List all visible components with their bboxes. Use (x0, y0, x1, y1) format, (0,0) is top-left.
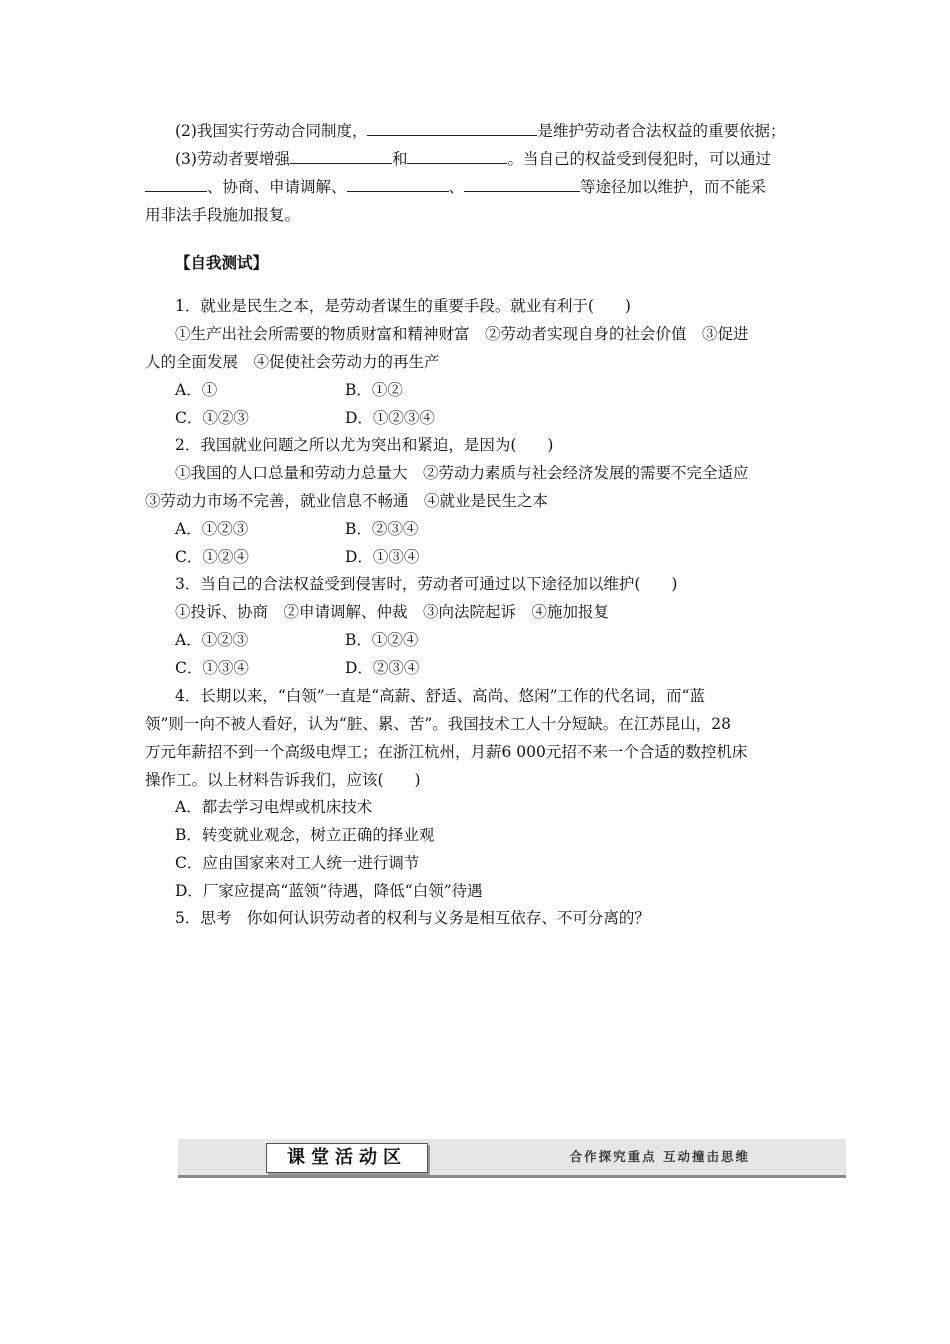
q1-options-row1 (175, 376, 575, 404)
fill-item-3-line2 (145, 173, 810, 201)
fill-item-2-text-end: 是维护劳动者合法权益的重要依据； (537, 122, 786, 140)
q3-option-c[interactable]: C．①③④ (175, 659, 249, 677)
q3-option-b[interactable]: B．①②④ (345, 631, 419, 649)
fill-item-2-text: (2)我国实行劳动合同制度， (175, 122, 368, 140)
fill-item-2 (175, 117, 840, 145)
fill-item-3-text: (3)劳动者要增强 (175, 150, 290, 168)
fill-item-3-text-mid: 、协商、申请调解、 (207, 178, 347, 196)
q2-option-a[interactable]: A．①②③ (175, 520, 249, 538)
q4-stem-cont2: 万元年薪招不到一个高级电焊工；在浙江杭州，月薪6 000元招不来一个合适的数控机床 (145, 743, 748, 761)
q4-option-b[interactable]: B．转变就业观念，树立正确的择业观 (175, 826, 435, 844)
q2-stem: 2．我国就业问题之所以尤为突出和紧迫，是因为( ) (175, 436, 554, 454)
q1-statements: ①生产出社会所需要的物质财富和精神财富 ②劳动者实现自身的社会价值 ③促进 (175, 325, 749, 343)
self-test-heading: 【自我测试】 (175, 253, 269, 272)
q2-options-row1 (175, 515, 575, 543)
q1-options-row2 (175, 404, 575, 432)
q4-stem: 4．长期以来，“白领”一直是“高薪、舒适、高尚、悠闲”工作的代名词，而“蓝 (175, 687, 705, 705)
q5-question: 5．思考 你如何认识劳动者的权利与义务是相互依存、不可分离的？ (175, 909, 650, 927)
banner-slogan: 合作探究重点 互动撞击思维 (569, 1149, 750, 1164)
answer-blank[interactable] (145, 174, 207, 192)
q3-options-row2 (175, 654, 575, 682)
fill-item-3-sep: 、 (448, 178, 465, 196)
q4-stem-cont1: 领”则一向不被人看好，认为“脏、累、苦”。我国技术工人十分短缺。在江苏昆山，28 (145, 715, 731, 733)
answer-blank[interactable] (290, 146, 392, 164)
q2-statements-cont: ③劳动力市场不完善，就业信息不畅通 ④就业是民生之本 (145, 492, 549, 510)
q4-stem-cont3: 操作工。以上材料告诉我们，应该( ) (145, 771, 421, 789)
answer-blank[interactable] (464, 174, 580, 192)
answer-blank[interactable] (347, 174, 449, 192)
banner-title: 课堂活动区 (266, 1143, 428, 1173)
q4-option-c[interactable]: C．应由国家来对工人统一进行调节 (175, 854, 420, 872)
q4-option-a[interactable]: A．都去学习电焊或机床技术 (175, 798, 373, 816)
q3-statements: ①投诉、协商 ②申请调解、仲裁 ③向法院起诉 ④施加报复 (175, 603, 610, 621)
q1-option-b[interactable]: B．①② (345, 381, 403, 399)
q1-option-a[interactable]: A．① (175, 381, 218, 399)
q2-option-b[interactable]: B．②③④ (345, 520, 419, 538)
q3-stem: 3．当自己的合法权益受到侵害时，劳动者可通过以下途径加以维护( ) (175, 575, 678, 593)
fill-item-3-text-tail: 等途径加以维护，而不能采 (580, 178, 767, 196)
fill-item-3 (175, 145, 840, 173)
q3-options-row1 (175, 626, 575, 654)
q2-option-d[interactable]: D．①③④ (345, 548, 420, 566)
q2-options-row2 (175, 543, 575, 571)
q2-option-c[interactable]: C．①②④ (175, 548, 249, 566)
q1-stem: 1．就业是民生之本，是劳动者谋生的重要手段。就业有利于( ) (175, 297, 631, 315)
answer-blank[interactable] (407, 146, 507, 164)
q1-option-d[interactable]: D．①②③④ (345, 409, 435, 427)
q3-option-a[interactable]: A．①②③ (175, 631, 249, 649)
section-banner (178, 1139, 846, 1178)
q2-statements: ①我国的人口总量和劳动力总量大 ②劳动力素质与社会经济发展的需要不完全适应 (175, 464, 749, 482)
fill-item-3-line3: 用非法手段施加报复。 (145, 206, 301, 224)
q3-option-d[interactable]: D．②③④ (345, 659, 420, 677)
q1-statements-cont: 人的全面发展 ④促使社会劳动力的再生产 (145, 353, 440, 371)
answer-blank[interactable] (367, 118, 537, 136)
q1-option-c[interactable]: C．①②③ (175, 409, 249, 427)
fill-item-3-and: 和 (391, 150, 408, 168)
fill-item-3-text-cont: 。当自己的权益受到侵犯时，可以通过 (507, 150, 771, 168)
q4-option-d[interactable]: D．厂家应提高“蓝领”待遇，降低“白领”待遇 (175, 882, 483, 900)
